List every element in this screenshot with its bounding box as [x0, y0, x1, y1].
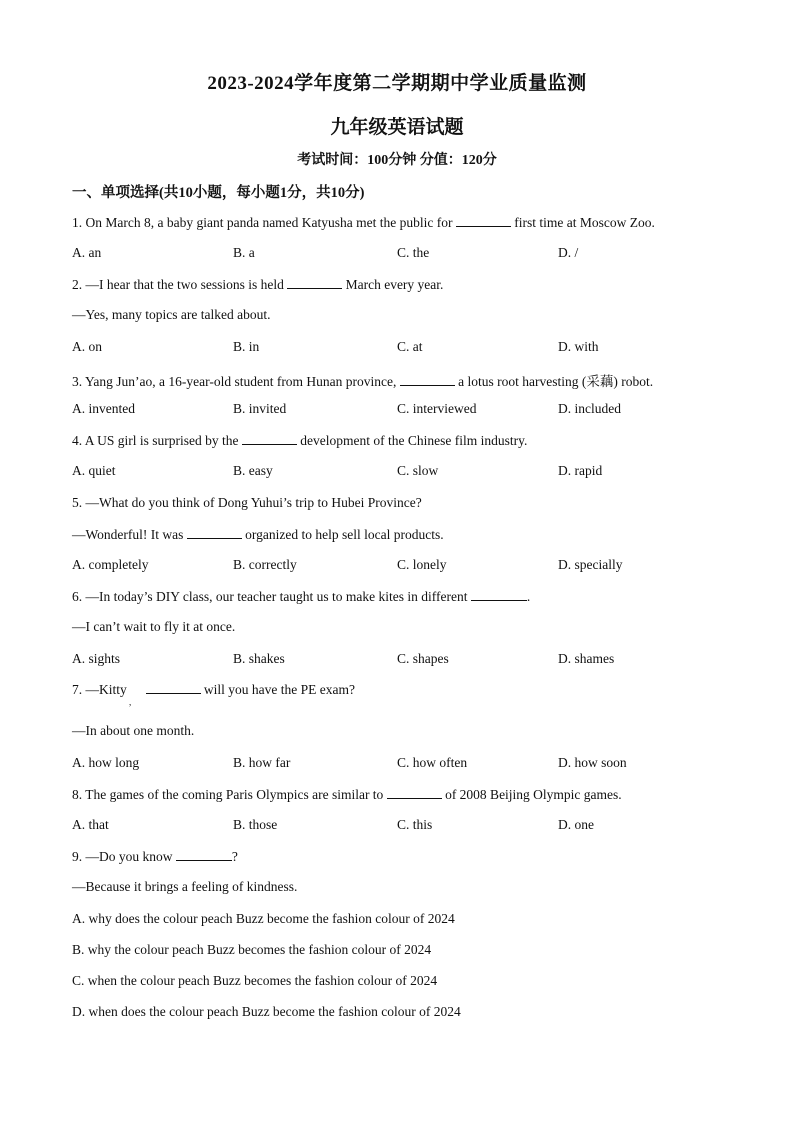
question-5-reply: —Wonderful! It was organized to help sell local products. [72, 527, 444, 542]
q1-option-a: A. an [72, 245, 102, 260]
question-2-stem: 2. —I hear that the two sessions is held March every year. [72, 277, 444, 292]
q8-option-c: C. this [397, 817, 433, 832]
answer-blank [176, 848, 232, 861]
question-5-stem: 5. —What do you think of Dong Yuhui’s trip to Hubei Province? [72, 495, 422, 510]
q7-option-c: C. how often [397, 755, 468, 770]
question-6-reply: —I can’t wait to fly it at once. [72, 619, 236, 634]
q2-option-b: B. in [233, 339, 260, 354]
exam-meta: 考试时间：100分钟 分值：120分 [297, 153, 497, 168]
answer-blank [400, 373, 455, 386]
q8-option-a: A. that [72, 817, 109, 832]
answer-blank [187, 526, 242, 539]
answer-blank [471, 588, 527, 601]
q6-option-c: C. shapes [397, 651, 449, 666]
question-9-reply: —Because it brings a feeling of kindness. [72, 879, 298, 894]
q9-option-b: B. why the colour peach Buzz becomes the fashion colour of 2024 [72, 942, 432, 957]
q2-option-d: D. with [558, 339, 599, 354]
question-1-stem: 1. On March 8, a baby giant panda named Katyusha met the public for first time at Moscow Zoo. [72, 215, 655, 230]
question-3-stem: 3. Yang Jun’ao, a 16-year-old student from Hunan province, a lotus root harvesting (采藕) robot. [72, 374, 654, 389]
q1-option-b: B. a [233, 245, 255, 260]
stray-comma: , [129, 697, 132, 707]
answer-blank [287, 276, 342, 289]
q4-option-c: C. slow [397, 463, 439, 478]
q6-option-a: A. sights [72, 651, 121, 666]
q5-option-a: A. completely [72, 557, 149, 572]
q4-option-d: D. rapid [558, 463, 603, 478]
q7-option-d: D. how soon [558, 755, 627, 770]
answer-blank [387, 786, 442, 799]
q9-option-a: A. why does the colour peach Buzz become the fashion colour of 2024 [72, 911, 455, 926]
question-6-stem: 6. —In today’s DIY class, our teacher taught us to make kites in different . [72, 589, 531, 604]
q8-option-d: D. one [558, 817, 594, 832]
q4-option-a: A. quiet [72, 463, 116, 478]
section-heading: 一、单项选择(共10小题，每小题1分，共10分) [72, 185, 365, 201]
question-7-stem: 7. —Kitty will you have the PE exam? [72, 682, 355, 697]
q1-option-d: D. / [558, 245, 579, 260]
q7-option-a: A. how long [72, 755, 140, 770]
question-2-reply: —Yes, many topics are talked about. [72, 307, 271, 322]
q1-option-c: C. the [397, 245, 430, 260]
q9-option-d: D. when does the colour peach Buzz become the fashion colour of 2024 [72, 1004, 461, 1019]
q5-option-b: B. correctly [233, 557, 297, 572]
answer-blank [242, 432, 297, 445]
question-4-stem: 4. A US girl is surprised by the development of the Chinese film industry. [72, 433, 528, 448]
q8-option-b: B. those [233, 817, 278, 832]
page-subtitle: 九年级英语试题 [330, 117, 464, 138]
q9-option-c: C. when the colour peach Buzz becomes the fashion colour of 2024 [72, 973, 438, 988]
q6-option-d: D. shames [558, 651, 615, 666]
question-7-reply: —In about one month. [72, 723, 195, 738]
page-title: 2023-2024学年度第二学期期中学业质量监测 [207, 73, 587, 94]
q4-option-b: B. easy [233, 463, 273, 478]
question-9-stem: 9. —Do you know ? [72, 849, 238, 864]
q5-option-d: D. specially [558, 557, 623, 572]
q3-option-b: B. invited [233, 401, 287, 416]
q3-option-c: C. interviewed [397, 401, 477, 416]
question-8-stem: 8. The games of the coming Paris Olympics are similar to of 2008 Beijing Olympic games. [72, 787, 622, 802]
answer-blank [456, 214, 511, 227]
q2-option-c: C. at [397, 339, 423, 354]
q5-option-c: C. lonely [397, 557, 447, 572]
q3-option-d: D. included [558, 401, 621, 416]
q7-option-b: B. how far [233, 755, 291, 770]
q3-option-a: A. invented [72, 401, 135, 416]
answer-blank [146, 681, 201, 694]
q2-option-a: A. on [72, 339, 102, 354]
q6-option-b: B. shakes [233, 651, 285, 666]
